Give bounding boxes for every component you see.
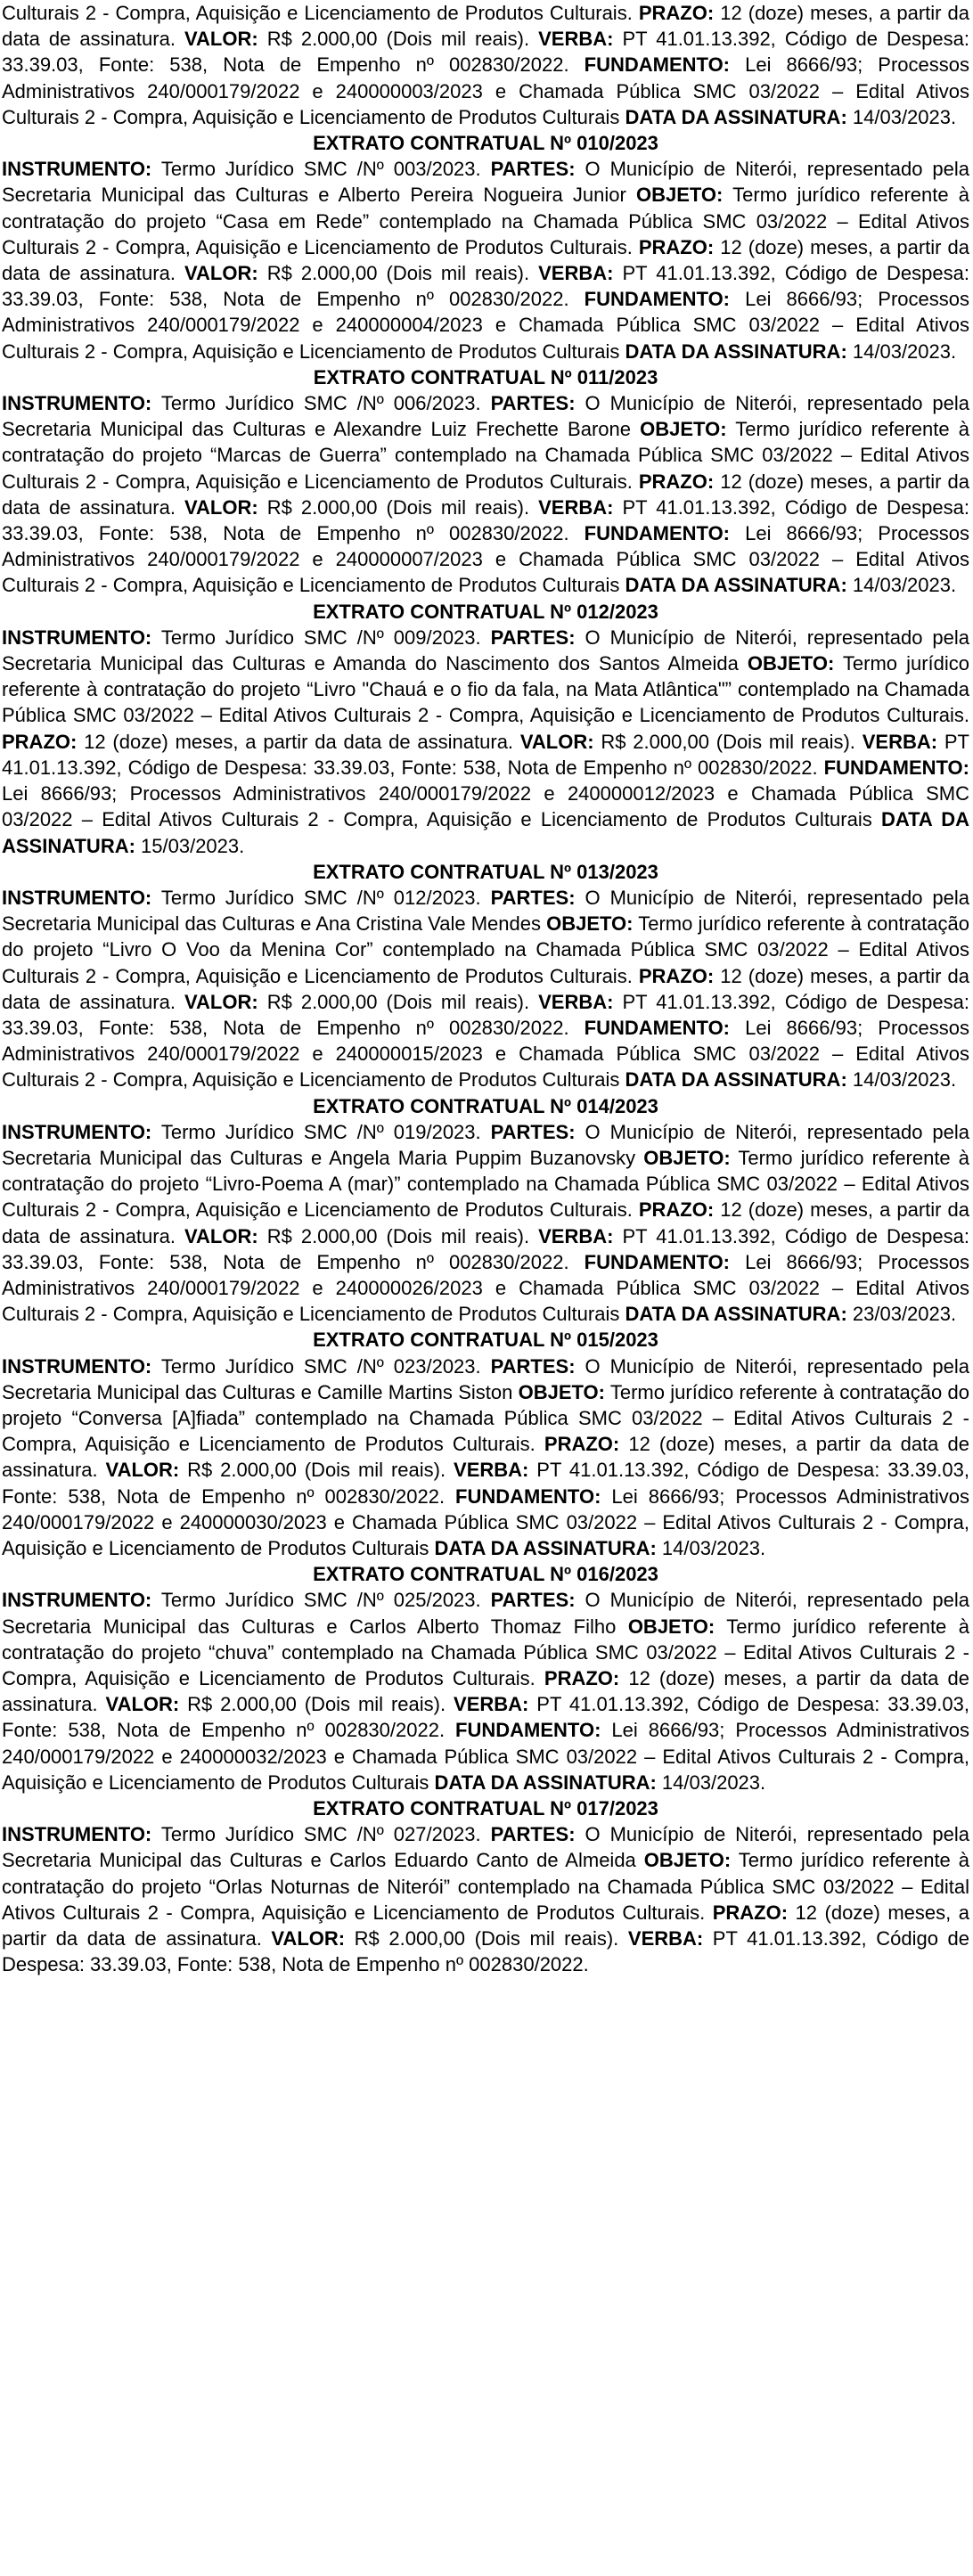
field-text: O Município de Niterói, representado pela Secretaria Municipal das Culturas e Camille Martins Siston: [2, 1354, 969, 1403]
field-text: O Município de Niterói, representado pela Secretaria Municipal das Culturas e Alexandre Luiz Frechette Barone: [2, 392, 969, 441]
field-text: R$ 2.000,00 (Dois mil reais).: [179, 1693, 454, 1716]
field-text: PT 41.01.13.392, Código de Despesa: 33.39.03, Fonte: 538, Nota de Empenho nº 002830/2022.: [2, 990, 969, 1039]
field-label: VERBA:: [454, 1459, 529, 1482]
field-text: 12 (doze) meses, a partir da data de assinatura.: [2, 1433, 969, 1482]
field-label: VERBA:: [538, 990, 614, 1013]
field-text: 14/03/2023.: [846, 1068, 957, 1092]
field-text: Termo jurídico referente à contratação do projeto “Casa em Rede” contemplado na Chamada Pública SMC 03/2022 – Edital Ativos Culturais 2 - Compra, Aquisição e Licenciamento de Produtos Culturais.: [2, 184, 969, 258]
field-text: Lei 8666/93; Processos Administrativos 240/000179/2022 e 240000026/2023 e Chamada Pública SMC 03/2022 – Edital Ativos Culturais 2 - Compra, Aquisição e Licenciamento de Produtos Culturais: [2, 1250, 969, 1326]
field-text: Termo Jurídico SMC /Nº 023/2023.: [151, 1354, 491, 1378]
field-label: INSTRUMENTO:: [2, 1120, 152, 1143]
field-text: 12 (doze) meses, a partir da data de assinatura.: [2, 964, 969, 1013]
field-label: FUNDAMENTO:: [584, 53, 731, 77]
field-text: Termo jurídico referente à contratação do projeto “Marcas de Guerra” contemplado na Chamada Pública SMC 03/2022 – Edital Ativos Culturais 2 - Compra, Aquisição e Licenciamento de Produtos Culturais.: [2, 418, 969, 493]
field-text: 15/03/2023.: [135, 834, 245, 857]
field-text: 12 (doze) meses, a partir da data de assinatura.: [2, 2, 969, 51]
field-label: PRAZO:: [638, 235, 715, 258]
extract-paragraph: [2, 885, 969, 1093]
field-label: OBJETO:: [643, 1146, 731, 1169]
field-text: R$ 2.000,00 (Dois mil reais).: [179, 1459, 454, 1482]
field-label: DATA DA ASSINATURA:: [2, 808, 969, 857]
field-label: DATA DA ASSINATURA:: [625, 105, 847, 128]
field-text: PT 41.01.13.392, Código de Despesa: 33.39.03, Fonte: 538, Nota de Empenho nº 002830/2022.: [2, 495, 969, 545]
field-text: Termo jurídico referente à contratação do projeto “Livro O Voo da Menina Cor” contemplado na Chamada Pública SMC 03/2022 – Edital Ativos Culturais 2 - Compra, Aquisição e Licenciamento de Produtos Culturais.: [2, 912, 969, 987]
extract-heading: EXTRATO CONTRATUAL Nº 016/2023: [313, 1563, 658, 1586]
extract-heading: EXTRATO CONTRATUAL Nº 012/2023: [313, 600, 658, 623]
field-label: PARTES:: [490, 1823, 576, 1846]
field-label: VALOR:: [184, 28, 258, 51]
field-text: PT 41.01.13.392, Código de Despesa: 33.39.03, Fonte: 538, Nota de Empenho nº 002830/2022.: [2, 262, 969, 311]
field-text: R$ 2.000,00 (Dois mil reais).: [258, 28, 539, 51]
field-label: PRAZO:: [638, 470, 715, 493]
field-text: R$ 2.000,00 (Dois mil reais).: [345, 1927, 628, 1950]
field-text: Termo Jurídico SMC /Nº 019/2023.: [151, 1120, 491, 1143]
field-label: VALOR:: [105, 1693, 180, 1716]
field-text: Lei 8666/93; Processos Administrativos 240/000179/2022 e 240000003/2023 e Chamada Pública SMC 03/2022 – Edital Ativos Culturais 2 - Compra, Aquisição e Licenciamento de Produtos Culturais: [2, 53, 969, 128]
field-label: VALOR:: [519, 730, 594, 753]
extract-heading: EXTRATO CONTRATUAL Nº 017/2023: [313, 1797, 658, 1820]
extract-paragraph: [2, 1821, 969, 1977]
field-label: PRAZO:: [638, 1198, 715, 1222]
field-text: PT 41.01.13.392, Código de Despesa: 33.39.03, Fonte: 538, Nota de Empenho nº 002830/2022.: [2, 1459, 969, 1508]
extract-heading: EXTRATO CONTRATUAL Nº 013/2023: [313, 860, 658, 883]
field-label: INSTRUMENTO:: [2, 1823, 152, 1846]
field-label: VALOR:: [184, 990, 258, 1013]
field-label: FUNDAMENTO:: [584, 522, 731, 545]
field-label: INSTRUMENTO:: [2, 158, 152, 181]
field-text: 14/03/2023.: [656, 1770, 766, 1794]
field-text: R$ 2.000,00 (Dois mil reais).: [258, 1224, 539, 1247]
field-label: VERBA:: [862, 730, 938, 753]
extract-paragraph: [2, 0, 969, 130]
field-text: Culturais 2 - Compra, Aquisição e Licenciamento de Produtos Culturais.: [2, 2, 639, 24]
field-label: VERBA:: [538, 28, 614, 51]
field-text: 14/03/2023.: [656, 1536, 766, 1559]
field-label: PRAZO:: [544, 1667, 620, 1689]
field-label: INSTRUMENTO:: [2, 1354, 152, 1378]
field-text: Lei 8666/93; Processos Administrativos 240/000179/2022 e 240000015/2023 e Chamada Pública SMC 03/2022 – Edital Ativos Culturais 2 - Compra, Aquisição e Licenciamento de Produtos Culturais: [2, 1016, 969, 1092]
field-label: FUNDAMENTO:: [823, 756, 969, 779]
field-text: PT 41.01.13.392, Código de Despesa: 33.39.03, Fonte: 538, Nota de Empenho nº 002830/2022.: [2, 1224, 969, 1273]
field-label: OBJETO:: [635, 184, 724, 207]
field-label: DATA DA ASSINATURA:: [625, 1303, 847, 1326]
field-label: PRAZO:: [544, 1433, 620, 1456]
field-label: VALOR:: [184, 1224, 258, 1247]
field-label: PARTES:: [490, 158, 576, 181]
field-label: FUNDAMENTO:: [584, 288, 731, 311]
field-text: PT 41.01.13.392, Código de Despesa: 33.39.03, Fonte: 538, Nota de Empenho nº 002830/2022.: [2, 1693, 969, 1742]
field-text: Lei 8666/93; Processos Administrativos 240/000179/2022 e 240000030/2023 e Chamada Pública SMC 03/2022 – Edital Ativos Culturais 2 - Compra, Aquisição e Licenciamento de Produtos Culturais: [2, 1484, 969, 1559]
field-text: Lei 8666/93; Processos Administrativos 240/000179/2022 e 240000032/2023 e Chamada Pública SMC 03/2022 – Edital Ativos Culturais 2 - Compra, Aquisição e Licenciamento de Produtos Culturais: [2, 1719, 969, 1794]
extract-heading: EXTRATO CONTRATUAL Nº 014/2023: [313, 1094, 658, 1117]
field-label: VERBA:: [538, 495, 614, 519]
extract-paragraph: [2, 625, 969, 859]
field-label: VERBA:: [627, 1927, 704, 1950]
field-label: INSTRUMENTO:: [2, 1589, 152, 1612]
field-label: DATA DA ASSINATURA:: [625, 339, 847, 363]
field-label: PRAZO:: [638, 964, 715, 987]
field-label: PARTES:: [490, 886, 576, 909]
field-text: R$ 2.000,00 (Dois mil reais).: [258, 990, 539, 1013]
field-text: R$ 2.000,00 (Dois mil reais).: [593, 730, 863, 753]
field-label: DATA DA ASSINATURA:: [434, 1770, 657, 1794]
field-text: 12 (doze) meses, a partir da data de assinatura.: [2, 1667, 969, 1716]
field-text: 14/03/2023.: [846, 339, 957, 363]
field-label: OBJETO:: [546, 912, 634, 936]
field-text: Termo Jurídico SMC /Nº 006/2023.: [151, 392, 491, 415]
field-text: 12 (doze) meses, a partir da data de assinatura.: [2, 235, 969, 285]
field-label: VALOR:: [184, 262, 258, 285]
field-label: INSTRUMENTO:: [2, 626, 152, 649]
extract-paragraph: [2, 156, 969, 364]
field-label: DATA DA ASSINATURA:: [434, 1536, 657, 1559]
field-label: VALOR:: [184, 495, 258, 519]
field-text: 23/03/2023.: [846, 1303, 957, 1326]
extract-paragraph: [2, 1119, 969, 1328]
field-text: Termo jurídico referente à contratação do projeto “Orlas Noturnas de Niterói” contemplado na Chamada Pública SMC 03/2022 – Edital Ativos Culturais 2 - Compra, Aquisição e Licenciamento de Produtos Culturais.: [2, 1849, 970, 1924]
field-label: PARTES:: [490, 1354, 576, 1378]
field-text: O Município de Niterói, representado pela Secretaria Municipal das Culturas e Carlos Alberto Thomaz Filho: [2, 1589, 969, 1638]
field-label: OBJETO:: [518, 1380, 605, 1403]
field-label: OBJETO:: [640, 418, 727, 441]
field-text: 12 (doze) meses, a partir da data de assinatura.: [2, 470, 969, 519]
field-text: Termo Jurídico SMC /Nº 027/2023.: [151, 1823, 491, 1846]
extract-heading: EXTRATO CONTRATUAL Nº 011/2023: [313, 365, 658, 388]
field-label: DATA DA ASSINATURA:: [625, 1068, 847, 1092]
field-text: R$ 2.000,00 (Dois mil reais).: [258, 495, 539, 519]
field-label: OBJETO:: [643, 1849, 732, 1872]
field-label: VALOR:: [105, 1459, 180, 1482]
field-label: PRAZO:: [712, 1901, 789, 1924]
field-label: FUNDAMENTO:: [455, 1719, 601, 1742]
field-label: INSTRUMENTO:: [2, 886, 152, 909]
field-text: PT 41.01.13.392, Código de Despesa: 33.39.03, Fonte: 538, Nota de Empenho nº 002830/2022.: [2, 730, 969, 779]
field-label: PARTES:: [490, 392, 576, 415]
field-text: Lei 8666/93; Processos Administrativos 240/000179/2022 e 240000007/2023 e Chamada Pública SMC 03/2022 – Edital Ativos Culturais 2 - Compra, Aquisição e Licenciamento de Produtos Culturais: [2, 522, 969, 597]
field-text: Termo Jurídico SMC /Nº 003/2023.: [151, 158, 491, 181]
field-text: 12 (doze) meses, a partir da data de assinatura.: [2, 1198, 969, 1247]
field-text: Lei 8666/93; Processos Administrativos 240/000179/2022 e 240000012/2023 e Chamada Pública SMC 03/2022 – Edital Ativos Culturais 2 - Compra, Aquisição e Licenciamento de Produtos Culturais: [2, 782, 969, 831]
field-label: PRAZO:: [638, 2, 715, 24]
extract-paragraph: [2, 1353, 969, 1562]
extract-paragraph: [2, 1587, 969, 1795]
field-label: FUNDAMENTO:: [584, 1250, 731, 1273]
field-text: 14/03/2023.: [846, 105, 957, 128]
field-label: PARTES:: [490, 626, 576, 649]
field-label: VALOR:: [271, 1927, 346, 1950]
field-label: PARTES:: [490, 1120, 576, 1143]
extract-heading: EXTRATO CONTRATUAL Nº 015/2023: [313, 1329, 658, 1352]
field-text: Termo jurídico referente à contratação do projeto “Livro "Chauá e o fio da fala, na Mata Atlântica"” contemplado na Chamada Pública SMC 03/2022 – Edital Ativos Culturais 2 - Compra, Aquisição e Licenciamento de Produtos Culturais.: [2, 652, 969, 727]
field-text: 12 (doze) meses, a partir da data de assinatura.: [77, 730, 520, 753]
field-text: Termo jurídico referente à contratação do projeto “Livro-Poema A (mar)” contemplado na Chamada Pública SMC 03/2022 – Edital Ativos Culturais 2 - Compra, Aquisição e Licenciamento de Produtos Culturais.: [2, 1146, 970, 1222]
field-text: O Município de Niterói, representado pela Secretaria Municipal das Culturas e Ana Cristina Vale Mendes: [2, 886, 969, 936]
field-text: Termo jurídico referente à contratação do projeto “chuva” contemplado na Chamada Pública SMC 03/2022 – Edital Ativos Culturais 2 - Compra, Aquisição e Licenciamento de Produtos Culturais.: [2, 1615, 969, 1689]
field-label: VERBA:: [454, 1693, 529, 1716]
extract-paragraph: [2, 390, 969, 599]
field-label: OBJETO:: [627, 1615, 715, 1638]
field-label: INSTRUMENTO:: [2, 392, 152, 415]
field-text: 12 (doze) meses, a partir da data de assinatura.: [2, 1901, 969, 1950]
field-text: PT 41.01.13.392, Código de Despesa: 33.39.03, Fonte: 538, Nota de Empenho nº 002830/2022.: [2, 28, 969, 77]
field-label: DATA DA ASSINATURA:: [625, 574, 847, 597]
field-label: PARTES:: [490, 1589, 576, 1612]
field-text: Termo jurídico referente à contratação do projeto “Conversa [A]fiada” contemplado na Chamada Pública SMC 03/2022 – Edital Ativos Culturais 2 - Compra, Aquisição e Licenciamento de Produtos Culturais.: [2, 1380, 969, 1456]
extract-heading: EXTRATO CONTRATUAL Nº 010/2023: [313, 132, 658, 155]
field-text: Lei 8666/93; Processos Administrativos 240/000179/2022 e 240000004/2023 e Chamada Pública SMC 03/2022 – Edital Ativos Culturais 2 - Compra, Aquisição e Licenciamento de Produtos Culturais: [2, 288, 969, 363]
field-label: FUNDAMENTO:: [584, 1016, 731, 1039]
field-label: PRAZO:: [2, 730, 78, 753]
field-text: R$ 2.000,00 (Dois mil reais).: [258, 262, 539, 285]
field-label: OBJETO:: [747, 652, 835, 675]
field-text: O Município de Niterói, representado pela Secretaria Municipal das Culturas e Amanda do Nascimento dos Santos Almeida: [2, 626, 969, 675]
field-label: FUNDAMENTO:: [455, 1484, 601, 1508]
field-text: 14/03/2023.: [846, 574, 957, 597]
field-text: PT 41.01.13.392, Código de Despesa: 33.39.03, Fonte: 538, Nota de Empenho nº 002830/2022.: [2, 1927, 970, 1976]
field-text: Termo Jurídico SMC /Nº 012/2023.: [151, 886, 491, 909]
field-text: O Município de Niterói, representado pela Secretaria Municipal das Culturas e Carlos Eduardo Canto de Almeida: [2, 1823, 969, 1872]
field-label: VERBA:: [538, 262, 614, 285]
field-text: O Município de Niterói, representado pela Secretaria Municipal das Culturas e Alberto Pereira Nogueira Junior: [2, 158, 969, 207]
field-label: VERBA:: [538, 1224, 614, 1247]
field-text: Termo Jurídico SMC /Nº 009/2023.: [151, 626, 491, 649]
field-text: Termo Jurídico SMC /Nº 025/2023.: [151, 1589, 491, 1612]
field-text: O Município de Niterói, representado pela Secretaria Municipal das Culturas e Angela Maria Puppim Buzanovsky: [2, 1120, 969, 1169]
